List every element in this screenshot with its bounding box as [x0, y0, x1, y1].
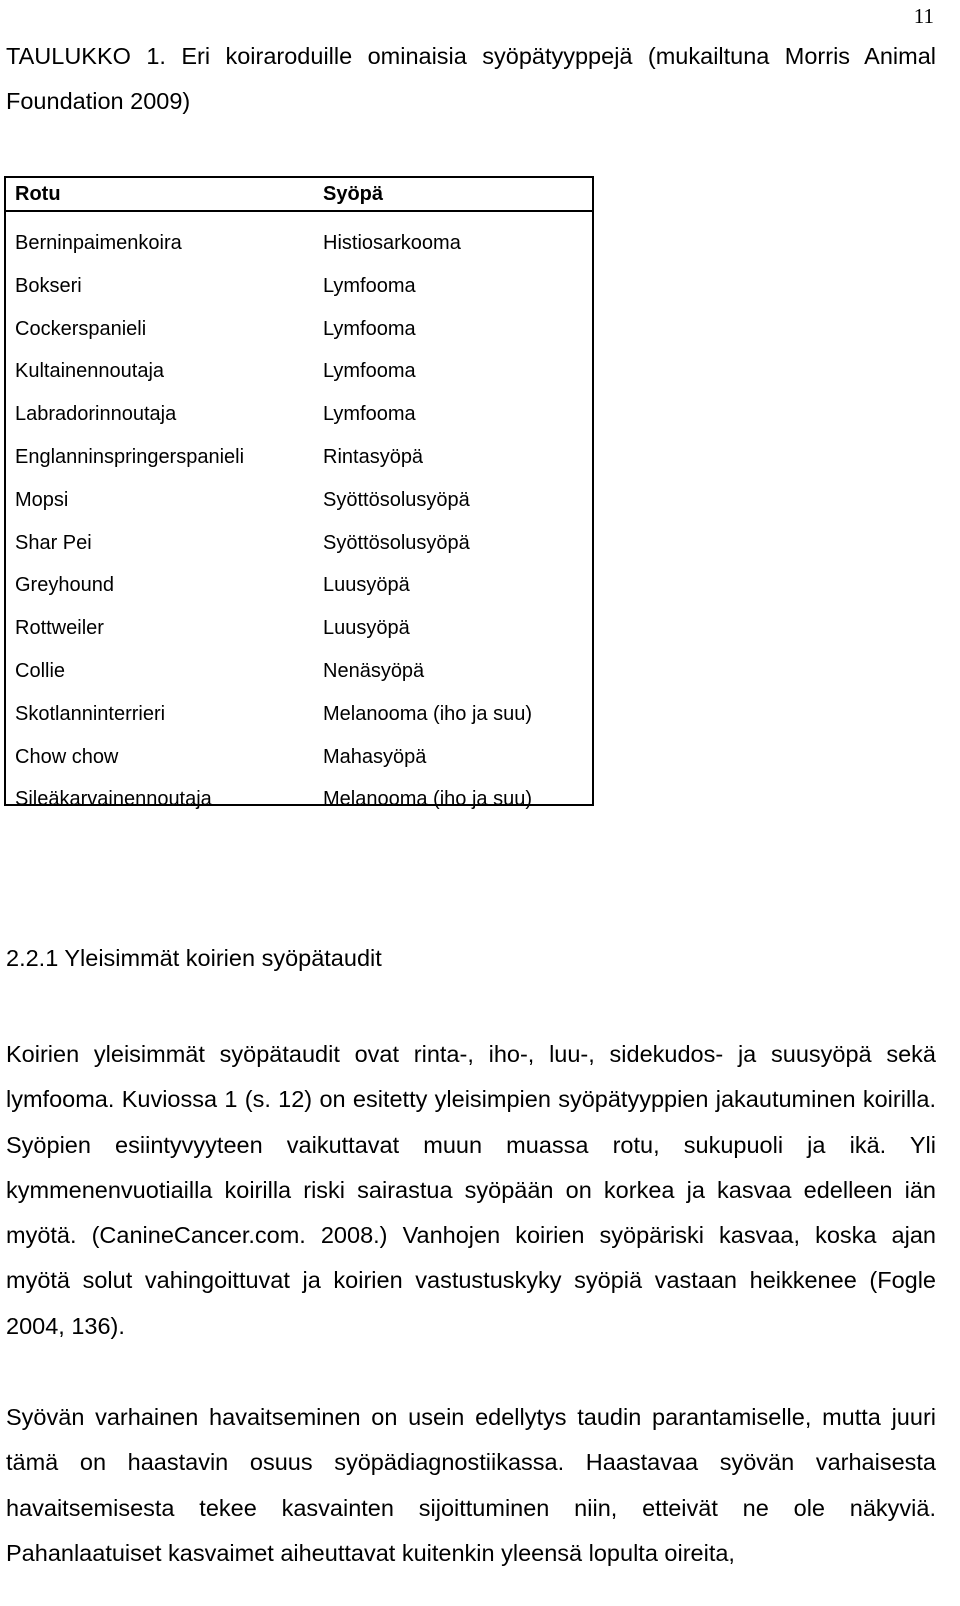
cancer-cell: Lymfooma — [323, 360, 416, 383]
cancer-cell: Lymfooma — [323, 274, 416, 297]
cancer-cell: Syöttösolusyöpä — [323, 488, 470, 511]
table-row — [6, 522, 592, 565]
table-row — [6, 265, 592, 308]
breed-cancer-table — [4, 176, 594, 811]
cancer-cell: Luusyöpä — [323, 617, 410, 640]
breed-cell: Berninpaimenkoira — [15, 232, 182, 254]
breed-cell: Mopsi — [15, 488, 69, 511]
cancer-cell: Lymfooma — [323, 317, 416, 340]
breed-cell: Skotlanninterrieri — [15, 702, 166, 725]
table-row — [6, 222, 592, 265]
breed-cell: Chow chow — [15, 745, 119, 768]
table-row — [6, 736, 592, 779]
page-number: 11 — [913, 4, 934, 28]
cancer-cell: Rintasyöpä — [323, 445, 424, 468]
cancer-cell: Melanooma (iho ja suu) — [323, 702, 532, 725]
table-header — [6, 178, 592, 212]
breed-cell: Shar Pei — [15, 531, 92, 554]
header-breed: Rotu — [15, 183, 61, 205]
breed-cell: Cockerspanieli — [15, 317, 147, 340]
cancer-cell: Lymfooma — [323, 403, 416, 426]
cancer-cell: Mahasyöpä — [323, 745, 427, 768]
table-caption: TAULUKKO 1. Eri koiraroduille ominaisia syöpätyyppejä (mukailtuna Morris Animal Foundation 2009) — [6, 43, 936, 114]
table-body — [6, 212, 592, 821]
table-row — [6, 778, 592, 821]
table-row — [6, 308, 592, 351]
cancer-cell: Melanooma (iho ja suu) — [323, 788, 532, 811]
breed-cell: Kultainennoutaja — [15, 360, 165, 383]
table-row — [6, 436, 592, 479]
body-paragraph-2: Syövän varhainen havaitseminen on usein edellytys taudin parantamiselle, mutta juuri tämä on haastavin osuus syöpädiagnostiikassa. Haastavaa syövän varhaisesta havaitsemisesta tekee kasvainten sijoittuminen niin, etteivät ne ole näkyviä. Pahanlaatuiset kasvaimet aiheuttavat kuitenkin yleensä lopulta oireita, — [6, 1404, 936, 1566]
breed-cell: Greyhound — [15, 574, 114, 597]
table-row — [6, 564, 592, 607]
header-cancer: Syöpä — [323, 183, 384, 205]
breed-cell: Bokseri — [15, 274, 82, 297]
breed-cell: Rottweiler — [15, 617, 104, 640]
cancer-cell: Luusyöpä — [323, 574, 410, 597]
table-row — [6, 693, 592, 736]
breed-cell: Sileäkarvainennoutaja — [15, 788, 212, 811]
table-row — [6, 650, 592, 693]
cancer-cell: Nenäsyöpä — [323, 659, 425, 682]
breed-cell: Labradorinnoutaja — [15, 403, 177, 426]
section-heading: 2.2.1 Yleisimmät koirien syöpätaudit — [6, 945, 382, 971]
table-row — [6, 607, 592, 650]
table-row — [6, 479, 592, 522]
breed-cell: Englanninspringerspanieli — [15, 445, 245, 468]
cancer-cell: Syöttösolusyöpä — [323, 531, 470, 554]
table-row — [6, 393, 592, 436]
body-paragraph-1: Koirien yleisimmät syöpätaudit ovat rinta-, iho-, luu-, sidekudos- ja suusyöpä sekä lymfooma. Kuviossa 1 (s. 12) on esitetty yleisimpien syöpätyyppien jakautuminen koirilla. Syöpien esiintyvyyteen vaikuttavat muun muassa rotu, sukupuoli ja ikä. Yli kymmenenvuotiailla koirilla riski sairastua syöpään on korkea ja kasvaa edelleen iän myötä. (CanineCancer.com. 2008.) Vanhojen koirien syöpäriski kasvaa, koska ajan myötä solut vahingoittuvat ja koirien vastustuskyky syöpiä vastaan heikkenee (Fogle 2004, 136). — [6, 1041, 936, 1339]
cancer-cell: Histiosarkooma — [323, 232, 461, 254]
table-row — [6, 350, 592, 393]
breed-cell: Collie — [15, 659, 66, 682]
